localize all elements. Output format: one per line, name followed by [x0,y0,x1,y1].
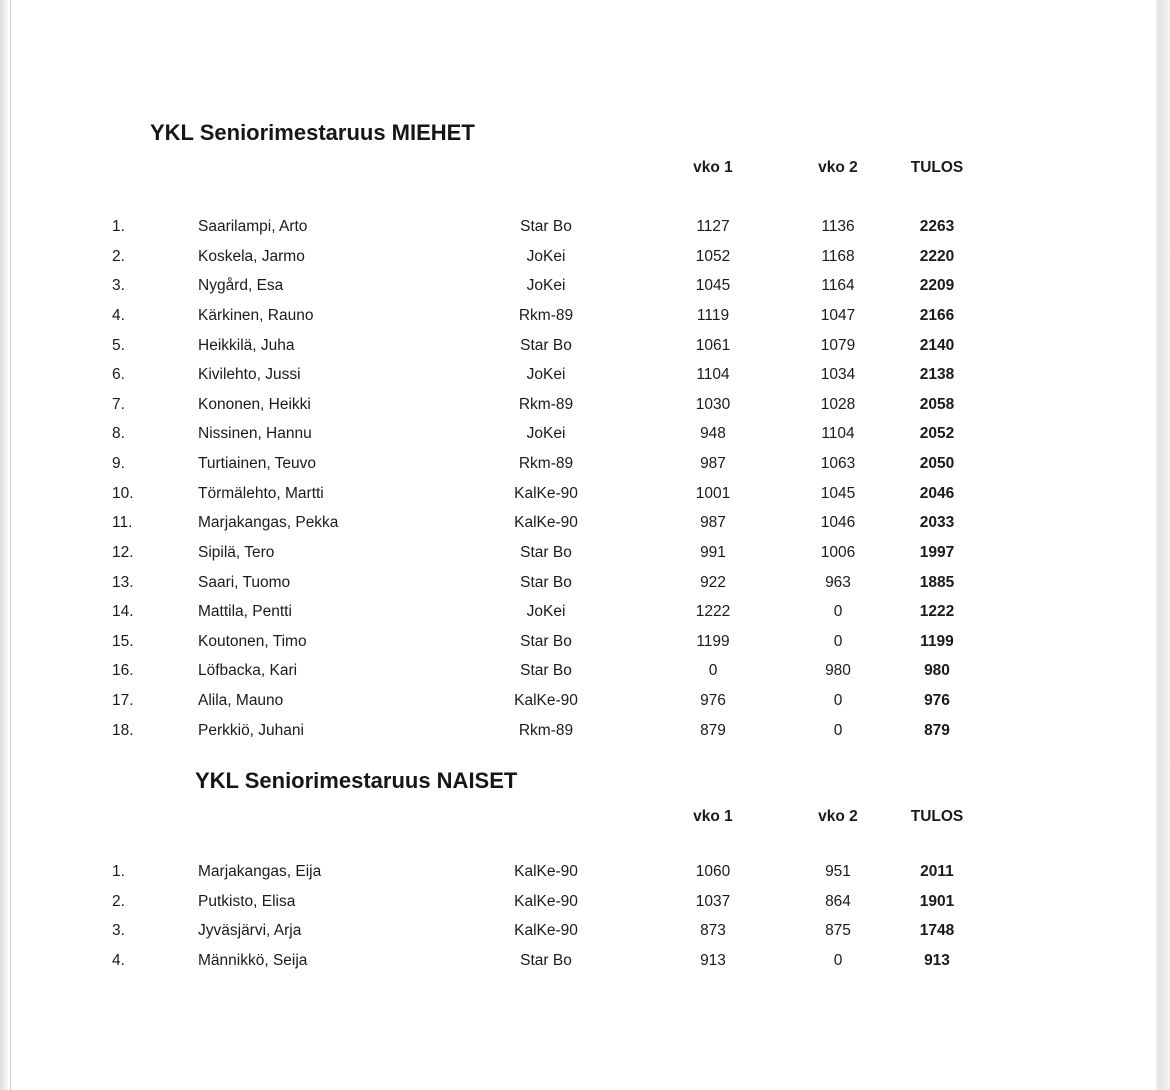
club-cell: JoKei [526,247,566,265]
club-cell: KalKe-90 [514,484,578,502]
tulos-cell: 2033 [919,514,955,532]
name-cell: Putkisto, Elisa [198,892,296,910]
tulos-cell: 2209 [919,277,955,295]
vko2-cell: 1136 [821,218,855,235]
vko2-cell: 0 [833,632,843,650]
vko1-cell: 922 [700,573,726,591]
club-cell: Star Bo [520,336,572,354]
tulos-cell: 1901 [919,892,955,910]
rank-cell: 17. [112,692,134,709]
club-cell: JoKei [526,603,566,621]
vko1-cell: 987 [700,514,726,532]
vko2-cell: 1047 [820,306,856,324]
vko1-cell: 987 [700,455,726,472]
name-cell: Koskela, Jarmo [198,247,305,265]
tulos-cell: 913 [924,951,950,969]
vko2-cell: 1046 [820,514,856,532]
name-cell: Saari, Tuomo [198,573,291,591]
vko2-cell: 1168 [821,247,855,265]
vko1-cell: 1104 [696,366,730,384]
column-headers-men [0,158,1170,178]
vko1-cell: 1060 [695,863,731,880]
column-header-vko2: vko 2 [818,808,858,825]
tulos-cell: 2166 [919,306,955,324]
rank-cell: 3. [112,922,125,940]
section-title-men: YKL Seniorimestaruus MIEHET [150,120,475,145]
tulos-cell: 2011 [920,863,954,880]
club-cell: KalKe-90 [514,514,578,532]
club-cell: Star Bo [520,543,572,561]
vko1-cell: 1052 [695,247,731,265]
club-cell: KalKe-90 [514,922,578,940]
vko1-cell: 1222 [695,603,731,621]
table-row [0,568,1170,598]
name-cell: Kärkinen, Rauno [198,306,314,324]
vko2-cell: 1104 [821,425,855,443]
club-cell: JoKei [526,277,566,295]
vko2-cell: 0 [833,692,843,709]
rank-cell: 13. [112,573,134,591]
club-cell: Star Bo [520,218,572,235]
tulos-cell: 980 [924,662,950,680]
rank-cell: 10. [112,484,134,502]
vko1-cell: 873 [700,922,726,940]
table-row [0,242,1170,272]
tulos-cell: 1885 [919,573,955,591]
table-row [0,627,1170,657]
name-cell: Marjakangas, Eija [198,863,322,880]
vko1-cell: 1045 [695,277,731,295]
tulos-cell: 2138 [919,366,955,384]
vko1-cell: 976 [700,692,726,709]
name-cell: Löfbacka, Kari [198,662,298,680]
vko1-cell: 1119 [696,306,730,324]
table-row [0,331,1170,361]
vko1-cell: 1061 [695,336,731,354]
table-row [0,656,1170,686]
vko2-cell: 1006 [820,543,856,561]
results-rows-women [0,857,1170,976]
name-cell: Marjakangas, Pekka [198,514,339,532]
rank-cell: 8. [112,425,125,443]
table-row [0,390,1170,420]
table-row [0,271,1170,301]
vko2-cell: 0 [833,951,843,969]
table-row [0,538,1170,568]
club-cell: JoKei [526,425,566,443]
name-cell: Nygård, Esa [198,277,284,295]
tulos-cell: 2220 [919,247,955,265]
table-row [0,508,1170,538]
table-row [0,716,1170,746]
table-row [0,946,1170,976]
vko2-cell: 1034 [820,366,856,384]
club-cell: Star Bo [520,951,572,969]
rank-cell: 4. [112,951,125,969]
club-cell: Star Bo [520,662,572,680]
rank-cell: 3. [112,277,125,295]
club-cell: JoKei [526,366,566,384]
club-cell: Star Bo [520,573,572,591]
section-title-women: YKL Seniorimestaruus NAISET [195,768,518,793]
tulos-cell: 1199 [920,632,954,650]
name-cell: Männikkö, Seija [198,951,308,969]
vko2-cell: 1045 [820,484,856,502]
rank-cell: 7. [112,395,125,413]
tulos-cell: 2058 [919,395,955,413]
table-row [0,597,1170,627]
vko1-cell: 991 [700,543,726,561]
rank-cell: 18. [112,721,134,739]
club-cell: Star Bo [520,632,572,650]
vko2-cell: 864 [825,892,851,910]
name-cell: Törmälehto, Martti [198,484,324,502]
tulos-cell: 879 [924,721,950,739]
club-cell: Rkm-89 [518,455,574,472]
table-row [0,857,1170,887]
club-cell: Rkm-89 [518,395,574,413]
column-headers-women [0,807,1170,827]
tulos-cell: 2050 [919,455,955,472]
vko2-cell: 0 [833,603,843,621]
rank-cell: 12. [112,543,134,561]
rank-cell: 9. [112,455,125,472]
rank-cell: 5. [112,336,125,354]
column-header-vko1: vko 1 [693,159,733,176]
name-cell: Nissinen, Hannu [198,425,312,443]
vko1-cell: 913 [700,951,726,969]
name-cell: Sipilä, Tero [198,543,275,561]
vko2-cell: 963 [825,573,851,591]
table-row [0,360,1170,390]
vko1-cell: 0 [708,662,718,680]
club-cell: Rkm-89 [518,306,574,324]
name-cell: Kononen, Heikki [198,395,311,413]
tulos-cell: 2052 [919,425,955,443]
club-cell: KalKe-90 [514,892,578,910]
rank-cell: 6. [112,366,125,384]
name-cell: Heikkilä, Juha [198,336,295,354]
column-header-tulos: TULOS [910,808,964,825]
table-row [0,887,1170,917]
rank-cell: 1. [112,863,125,880]
name-cell: Koutonen, Timo [198,632,307,650]
tulos-cell: 1997 [919,543,955,561]
rank-cell: 2. [112,247,125,265]
column-header-tulos: TULOS [910,159,964,176]
tulos-cell: 2046 [919,484,955,502]
rank-cell: 14. [112,603,134,621]
tulos-cell: 976 [924,692,950,709]
rank-cell: 16. [112,662,134,680]
vko2-cell: 1063 [820,455,856,472]
table-row [0,449,1170,479]
vko1-cell: 1030 [695,395,731,413]
name-cell: Saarilampi, Arto [198,218,308,235]
vko1-cell: 948 [700,425,726,443]
table-row [0,479,1170,509]
vko2-cell: 0 [833,721,843,739]
column-header-vko1: vko 1 [693,808,733,825]
vko2-cell: 951 [825,863,851,880]
club-cell: Rkm-89 [518,721,574,739]
vko1-cell: 1199 [696,632,730,650]
name-cell: Mattila, Pentti [198,603,292,621]
rank-cell: 4. [112,306,125,324]
club-cell: KalKe-90 [514,692,578,709]
tulos-cell: 2263 [919,218,955,235]
tulos-cell: 1748 [919,922,955,940]
vko2-cell: 1028 [820,395,856,413]
column-header-vko2: vko 2 [818,159,858,176]
vko2-cell: 980 [825,662,851,680]
club-cell: KalKe-90 [514,863,578,880]
tulos-cell: 1222 [919,603,955,621]
rank-cell: 1. [112,218,125,235]
table-row [0,419,1170,449]
rank-cell: 2. [112,892,125,910]
table-row [0,212,1170,242]
vko1-cell: 1037 [695,892,731,910]
vko1-cell: 879 [700,721,726,739]
vko2-cell: 1079 [820,336,856,354]
vko1-cell: 1001 [695,484,731,502]
vko2-cell: 875 [825,922,851,940]
name-cell: Alila, Mauno [198,692,284,709]
name-cell: Turtiainen, Teuvo [198,455,317,472]
name-cell: Kivilehto, Jussi [198,366,301,384]
table-row [0,916,1170,946]
vko1-cell: 1127 [696,218,730,235]
name-cell: Perkkiö, Juhani [198,721,304,739]
results-rows-men [0,212,1170,745]
table-row [0,686,1170,716]
rank-cell: 15. [112,632,134,650]
table-row [0,301,1170,331]
tulos-cell: 2140 [919,336,955,354]
rank-cell: 11. [112,514,133,532]
name-cell: Jyväsjärvi, Arja [198,922,302,940]
vko2-cell: 1164 [821,277,855,295]
